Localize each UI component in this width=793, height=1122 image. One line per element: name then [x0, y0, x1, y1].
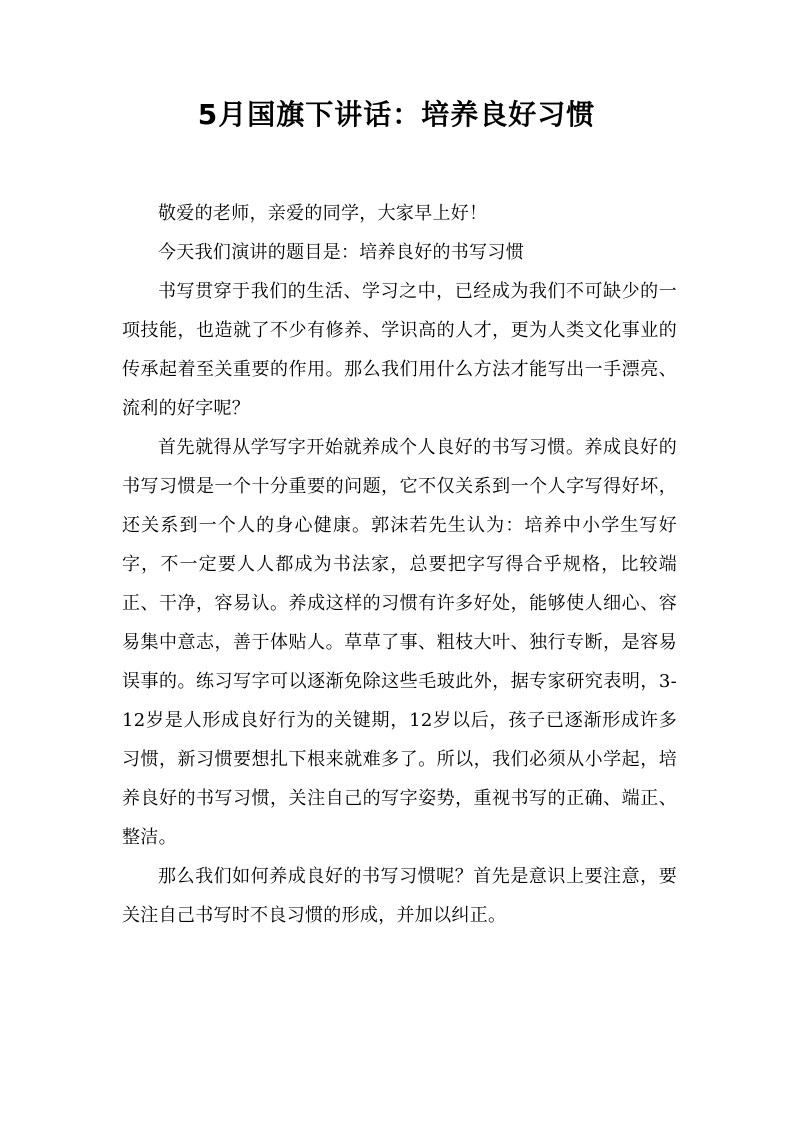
- paragraph-main: 首先就得从学写字开始就养成个人良好的书写习惯。养成良好的书写习惯是一个十分重要的问题，它不仅关系到一个人字写得好坏，还关系到一个人的身心健康。郭沫若先生认为：培养中小学生写好字，不一定要人人都成为书法家，总要把字写得合乎规格，比较端正、干净，容易认。养成这样的习惯有许多好处，能够使人细心、容易集中意志，善于体贴人。草草了事、粗枝大叶、独行专断，是容易误事的。练习写字可以逐渐免除这些毛玻此外，据专家研究表明，3-12岁是人形成良好行为的关键期，12岁以后，孩子已逐渐形成许多习惯，新习惯要想扎下根来就难多了。所以，我们必须从小学起，培养良好的书写习惯，关注自己的写字姿势，重视书写的正确、端正、整洁。: [122, 437, 677, 848]
- paragraph-greeting: 敬爱的老师，亲爱的同学，大家早上好！: [158, 203, 488, 224]
- document-title: 5月国旗下讲话：培养良好习惯: [197, 98, 596, 131]
- document-body: [122, 194, 677, 935]
- paragraph-topic: 今天我们演讲的题目是：培养良好的书写习惯: [158, 242, 524, 263]
- paragraph-intro: 书写贯穿于我们的生活、学习之中，已经成为我们不可缺少的一项技能，也造就了不少有修养、学识高的人才，更为人类文化事业的传承起着至关重要的作用。那么我们用什么方法才能写出一手漂亮、流利的好字呢？: [122, 281, 677, 419]
- paragraph-how: 那么我们如何养成良好的书写习惯呢？首先是意识上要注意，要关注自己书写时不良习惯的形成，并加以纠正。: [122, 866, 677, 926]
